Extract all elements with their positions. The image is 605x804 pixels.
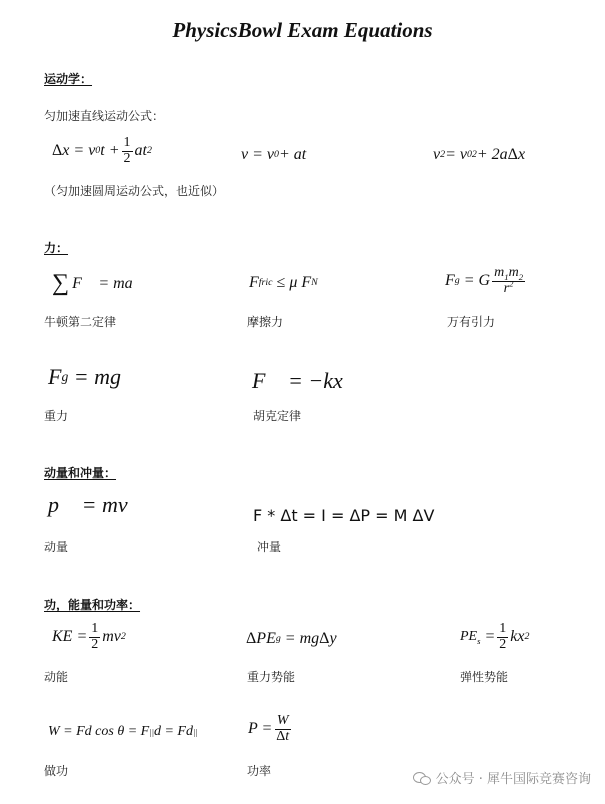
label-friction: 摩擦力 [247,315,284,329]
eq-impulse: F * Δt = I = ΔP = M ΔV [253,506,435,525]
eq-elastic-potential-energy: $PE_s$ = $\frac{1}{2}$ kx 2 [460,621,530,652]
label-kinetic-energy: 动能 [44,670,69,684]
label-work: 做功 [44,764,69,778]
eq-gravitational-potential-energy: Δ PE g = mg Δ y [246,630,337,647]
page-title: PhysicsBowl Exam Equations [172,18,433,42]
label-momentum: 动量 [44,540,69,554]
eq-velocity-squared: v 2 = v 0 2 + 2a Δ x [433,146,526,163]
label-impulse: 冲量 [257,540,282,554]
eq-velocity: v = v 0 + at [241,146,307,163]
label-weight: 重力 [44,409,69,423]
section-kinematics-heading: 运动学： [44,72,93,86]
eq-hooke: F⃗ = −kx⃗ [252,368,360,393]
eq-work: W = Fd cos θ = F || d = Fd || [48,724,198,739]
label-gravitational-potential-energy: 重力势能 [247,670,296,684]
wechat-icon [413,771,431,785]
label-newton-second-law: 牛顿第二定律 [44,315,117,329]
kinematics-note: （匀加速圆周运动公式，也近似） [44,184,225,198]
section-force-heading: 力： [44,241,69,255]
watermark [413,768,591,787]
label-elastic-potential-energy: 弹性势能 [460,670,509,684]
label-hooke: 胡克定律 [253,409,302,423]
eq-momentum: p⃗ = mv⃗ [48,492,145,517]
eq-displacement: Δ x = v 0 t + $\frac{1}{2}$ at 2 [52,135,152,166]
kinematics-subheading: 匀加速直线运动公式： [44,109,165,123]
eq-gravitation: F g = G $\frac{m_1m_2}{r^2}$ [445,265,524,296]
eq-kinetic-energy: KE = $\frac{1}{2}$ mv 2 [52,621,126,652]
eq-friction: F fric ≤ μ F N [249,274,318,291]
eq-weight: F g = mg [48,364,121,389]
section-energy-heading: 功，能量和功率： [44,598,141,612]
watermark-text: 公众号 · 犀牛国际竞赛咨询 [435,772,591,787]
eq-newton-second-law: ∑ F⃗ = ma⃗ [52,270,146,296]
label-gravitation: 万有引力 [447,315,496,329]
section-momentum-heading: 动量和冲量： [44,466,117,480]
eq-power: P = $\frac{W}{\Delta t}$ [248,713,290,744]
label-power: 功率 [247,764,272,778]
